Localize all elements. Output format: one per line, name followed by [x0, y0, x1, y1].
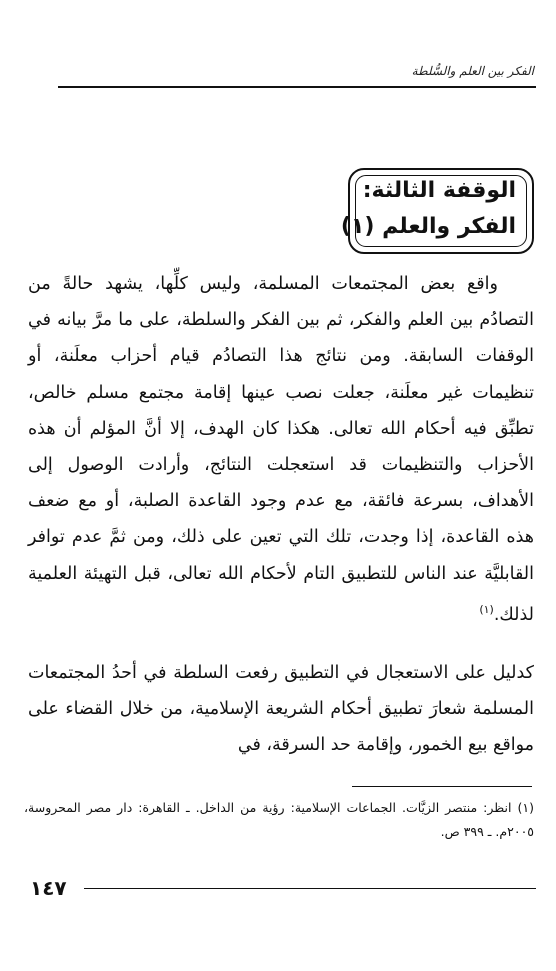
footer-rule — [84, 888, 536, 889]
footnote: (١) انظر: منتصر الزيَّات. الجماعات الإسلامية: رؤية من الداخل. ـ القاهرة: دار مصر المحروسة، ٢٠٠٥م. ـ ٣٩٩ ص. — [24, 800, 534, 839]
header-rule — [58, 86, 536, 88]
section-heading-box — [340, 168, 534, 254]
paragraph-2-text: كدليل على الاستعجال في التطبيق رفعت السلطة في أحدُ المجتمعات المسلمة شعارَ تطبيق أحكام الشريعة الإسلامية، من خلال القضاء على مواقع بيع الخمور، وإقامة حد السرقة، في — [28, 663, 534, 756]
footnote-reference[interactable]: (١) — [479, 602, 494, 616]
paragraph-1-text: واقع بعض المجتمعات المسلمة، وليس كلِّها، يشهد حالةً من التصادُم بين العلم والفكر، ثم بين الفكر والسلطة، على ما مرَّ بيانه في الوقفات السابقة. ومن نتائج هذا التصادُم قيام أحزاب معلَنة، أو تنظيمات غير معلَنة، جعلت نصب عينها إقامة مجتمع مسلم خالص، تطبِّق فيه أحكام الله تعالى. هكذا كان الهدف، إلا أنَّ المؤلم أن هذه الأحزاب والتنظيمات قد استعجلت النتائج، وأرادت الوصول إلى الأهداف، بسرعة فائقة، مع عدم وجود القاعدة الصلبة، أو مع ضعف هذه القاعدة، إذا وجدت، تلك التي تعين على ذلك، ومن ثمَّ عدم توافر القابليَّة عند الناس للتطبيق التام لأحكام الله تعالى، قبل التهيئة العلمية لذلك. — [28, 274, 534, 625]
section-subtitle: الفكر والعلم (١) — [340, 214, 516, 239]
section-title: الوقفة الثالثة: — [362, 178, 516, 203]
running-header-title: الفكر بين العلم والسُّلطة — [411, 64, 534, 78]
body-paragraph-2 — [28, 655, 534, 764]
footnote-separator — [352, 786, 532, 787]
page-number: ١٤٧ — [30, 876, 67, 900]
body-paragraph-1 — [28, 266, 534, 633]
